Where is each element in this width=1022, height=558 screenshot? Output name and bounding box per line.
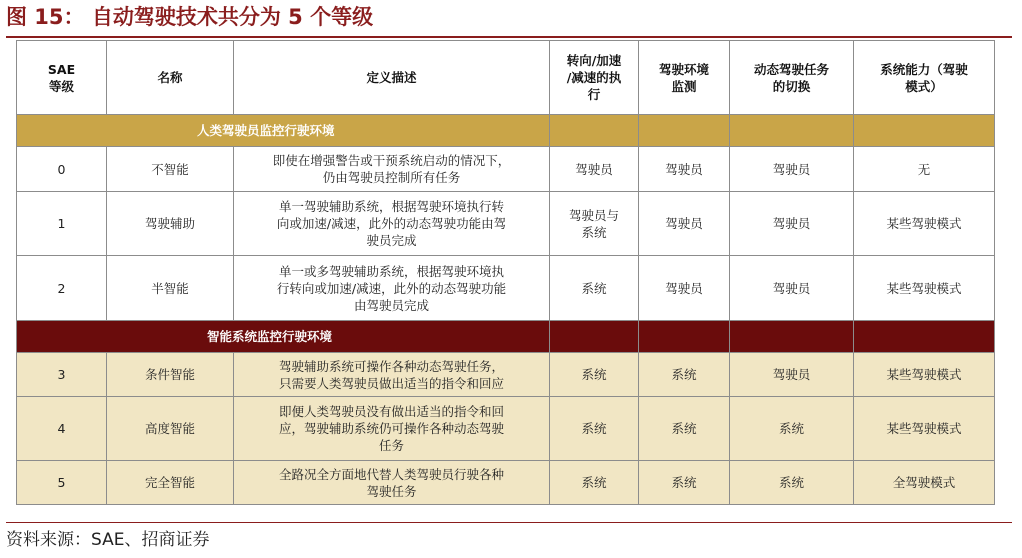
header-capability-line2: 模式） <box>905 78 943 94</box>
cell-monitoring: 系统 <box>639 461 730 505</box>
definition-line: 只需要人类驾驶员做出适当的指令和回应 <box>278 375 504 391</box>
definition-line: 驾驶任务 <box>366 483 417 499</box>
cell-name: 条件智能 <box>107 353 234 397</box>
header-steering <box>550 41 639 115</box>
cell-monitoring: 驾驶员 <box>639 147 730 192</box>
definition-line: 驾驶辅助系统可操作各种动态驾驶任务， <box>278 358 504 374</box>
band-system-label: 智能系统监控行驶环境 <box>17 321 550 353</box>
sae-levels-table <box>16 40 995 505</box>
cell-level: 0 <box>17 147 107 192</box>
band-cell <box>854 321 995 353</box>
header-sae-level <box>17 41 107 115</box>
definition-line: 行转向或加速/减速，此外的动态驾驶功能 <box>276 280 507 296</box>
band-cell <box>639 115 730 147</box>
cell-name: 高度智能 <box>107 397 234 461</box>
header-fallback-line2: 的切换 <box>772 78 811 94</box>
cell-definition <box>234 147 550 192</box>
band-cell <box>550 115 639 147</box>
cell-steering: 系统 <box>550 353 639 397</box>
cell-definition <box>234 192 550 256</box>
cell-fallback: 驾驶员 <box>730 353 854 397</box>
band-cell <box>730 321 854 353</box>
header-steering-line3: 行 <box>587 87 601 102</box>
bottom-divider <box>6 522 1012 523</box>
cell-capability: 某些驾驶模式 <box>854 397 995 461</box>
cell-monitoring: 系统 <box>639 353 730 397</box>
band-human-label: 人类驾驶员监控行驶环境 <box>17 115 550 147</box>
figure-title: 图 15： 自动驾驶技术共分为 5 个等级 <box>6 5 374 29</box>
definition-line: 即使在增强警告或干预系统启动的情况下， <box>272 153 511 168</box>
definition-line: 仍由驾驶员控制所有任务 <box>322 170 461 185</box>
cell-steering: 系统 <box>550 256 639 321</box>
header-sae-level-line1: SAE <box>47 61 76 77</box>
header-name: 名称 <box>107 41 234 115</box>
table-row-level-5 <box>17 461 995 505</box>
cell-steering: 系统 <box>550 461 639 505</box>
cell-definition <box>234 397 550 461</box>
cell-capability: 某些驾驶模式 <box>854 192 995 256</box>
table-row-level-4 <box>17 397 995 461</box>
cell-capability: 某些驾驶模式 <box>854 256 995 321</box>
definition-line: 驶员完成 <box>366 233 417 248</box>
cell-name: 驾驶辅助 <box>107 192 234 256</box>
definition-line: 应，驾驶辅助系统仍可操作各种动态驾驶 <box>278 421 504 436</box>
steering-line: 系统 <box>581 224 607 240</box>
cell-name: 半智能 <box>107 256 234 321</box>
cell-fallback: 驾驶员 <box>730 192 854 256</box>
definition-line: 全路况全方面地代替人类驾驶员行驶各种 <box>278 466 504 482</box>
definition-line: 即便人类驾驶员没有做出适当的指令和回 <box>278 404 504 419</box>
header-fallback <box>730 41 854 115</box>
definition-line: 由驾驶员完成 <box>353 297 429 313</box>
band-system-monitoring <box>17 321 995 353</box>
table-row-level-2 <box>17 256 995 321</box>
table-row-level-0 <box>17 147 995 192</box>
header-fallback-line1: 动态驾驶任务 <box>753 61 829 77</box>
table-row-level-1 <box>17 192 995 256</box>
cell-capability: 无 <box>854 147 995 192</box>
cell-level: 1 <box>17 192 107 256</box>
cell-capability: 某些驾驶模式 <box>854 353 995 397</box>
header-capability <box>854 41 995 115</box>
cell-fallback: 驾驶员 <box>730 147 854 192</box>
cell-definition <box>234 461 550 505</box>
cell-level: 4 <box>17 397 107 461</box>
header-monitoring-line2: 监测 <box>671 78 697 94</box>
header-monitoring <box>639 41 730 115</box>
definition-line: 向或加速/减速，此外的动态驾驶功能由驾 <box>276 216 507 231</box>
header-capability-line1: 系统能力（驾驶 <box>880 61 968 77</box>
band-cell <box>854 115 995 147</box>
cell-fallback: 系统 <box>730 397 854 461</box>
cell-fallback: 系统 <box>730 461 854 505</box>
band-human-monitoring <box>17 115 995 147</box>
cell-definition <box>234 256 550 321</box>
band-cell <box>730 115 854 147</box>
definition-line: 单一驾驶辅助系统，根据驾驶环境执行转 <box>278 199 504 214</box>
cell-level: 3 <box>17 353 107 397</box>
band-cell <box>550 321 639 353</box>
header-steering-line1: 转向/加速 <box>566 53 622 68</box>
source-note: 资料来源：SAE、招商证券 <box>6 530 210 550</box>
cell-monitoring: 驾驶员 <box>639 256 730 321</box>
cell-steering: 驾驶员 <box>550 147 639 192</box>
header-sae-level-line2: 等级 <box>48 78 74 94</box>
cell-level: 2 <box>17 256 107 321</box>
cell-capability: 全驾驶模式 <box>854 461 995 505</box>
table-header-row <box>17 41 995 115</box>
cell-name: 完全智能 <box>107 461 234 505</box>
cell-name: 不智能 <box>107 147 234 192</box>
header-steering-line2: /减速的执 <box>566 70 622 85</box>
title-divider <box>6 36 1012 38</box>
header-definition: 定义描述 <box>234 41 550 115</box>
header-monitoring-line1: 驾驶环境 <box>658 61 709 77</box>
cell-monitoring: 驾驶员 <box>639 192 730 256</box>
cell-steering <box>550 192 639 256</box>
cell-definition <box>234 353 550 397</box>
definition-line: 单一或多驾驶辅助系统，根据驾驶环境执 <box>278 263 504 279</box>
cell-steering: 系统 <box>550 397 639 461</box>
cell-level: 5 <box>17 461 107 505</box>
definition-line: 任务 <box>378 438 404 453</box>
band-cell <box>639 321 730 353</box>
steering-line: 驾驶员与 <box>568 207 619 223</box>
cell-fallback: 驾驶员 <box>730 256 854 321</box>
table-row-level-3 <box>17 353 995 397</box>
cell-monitoring: 系统 <box>639 397 730 461</box>
